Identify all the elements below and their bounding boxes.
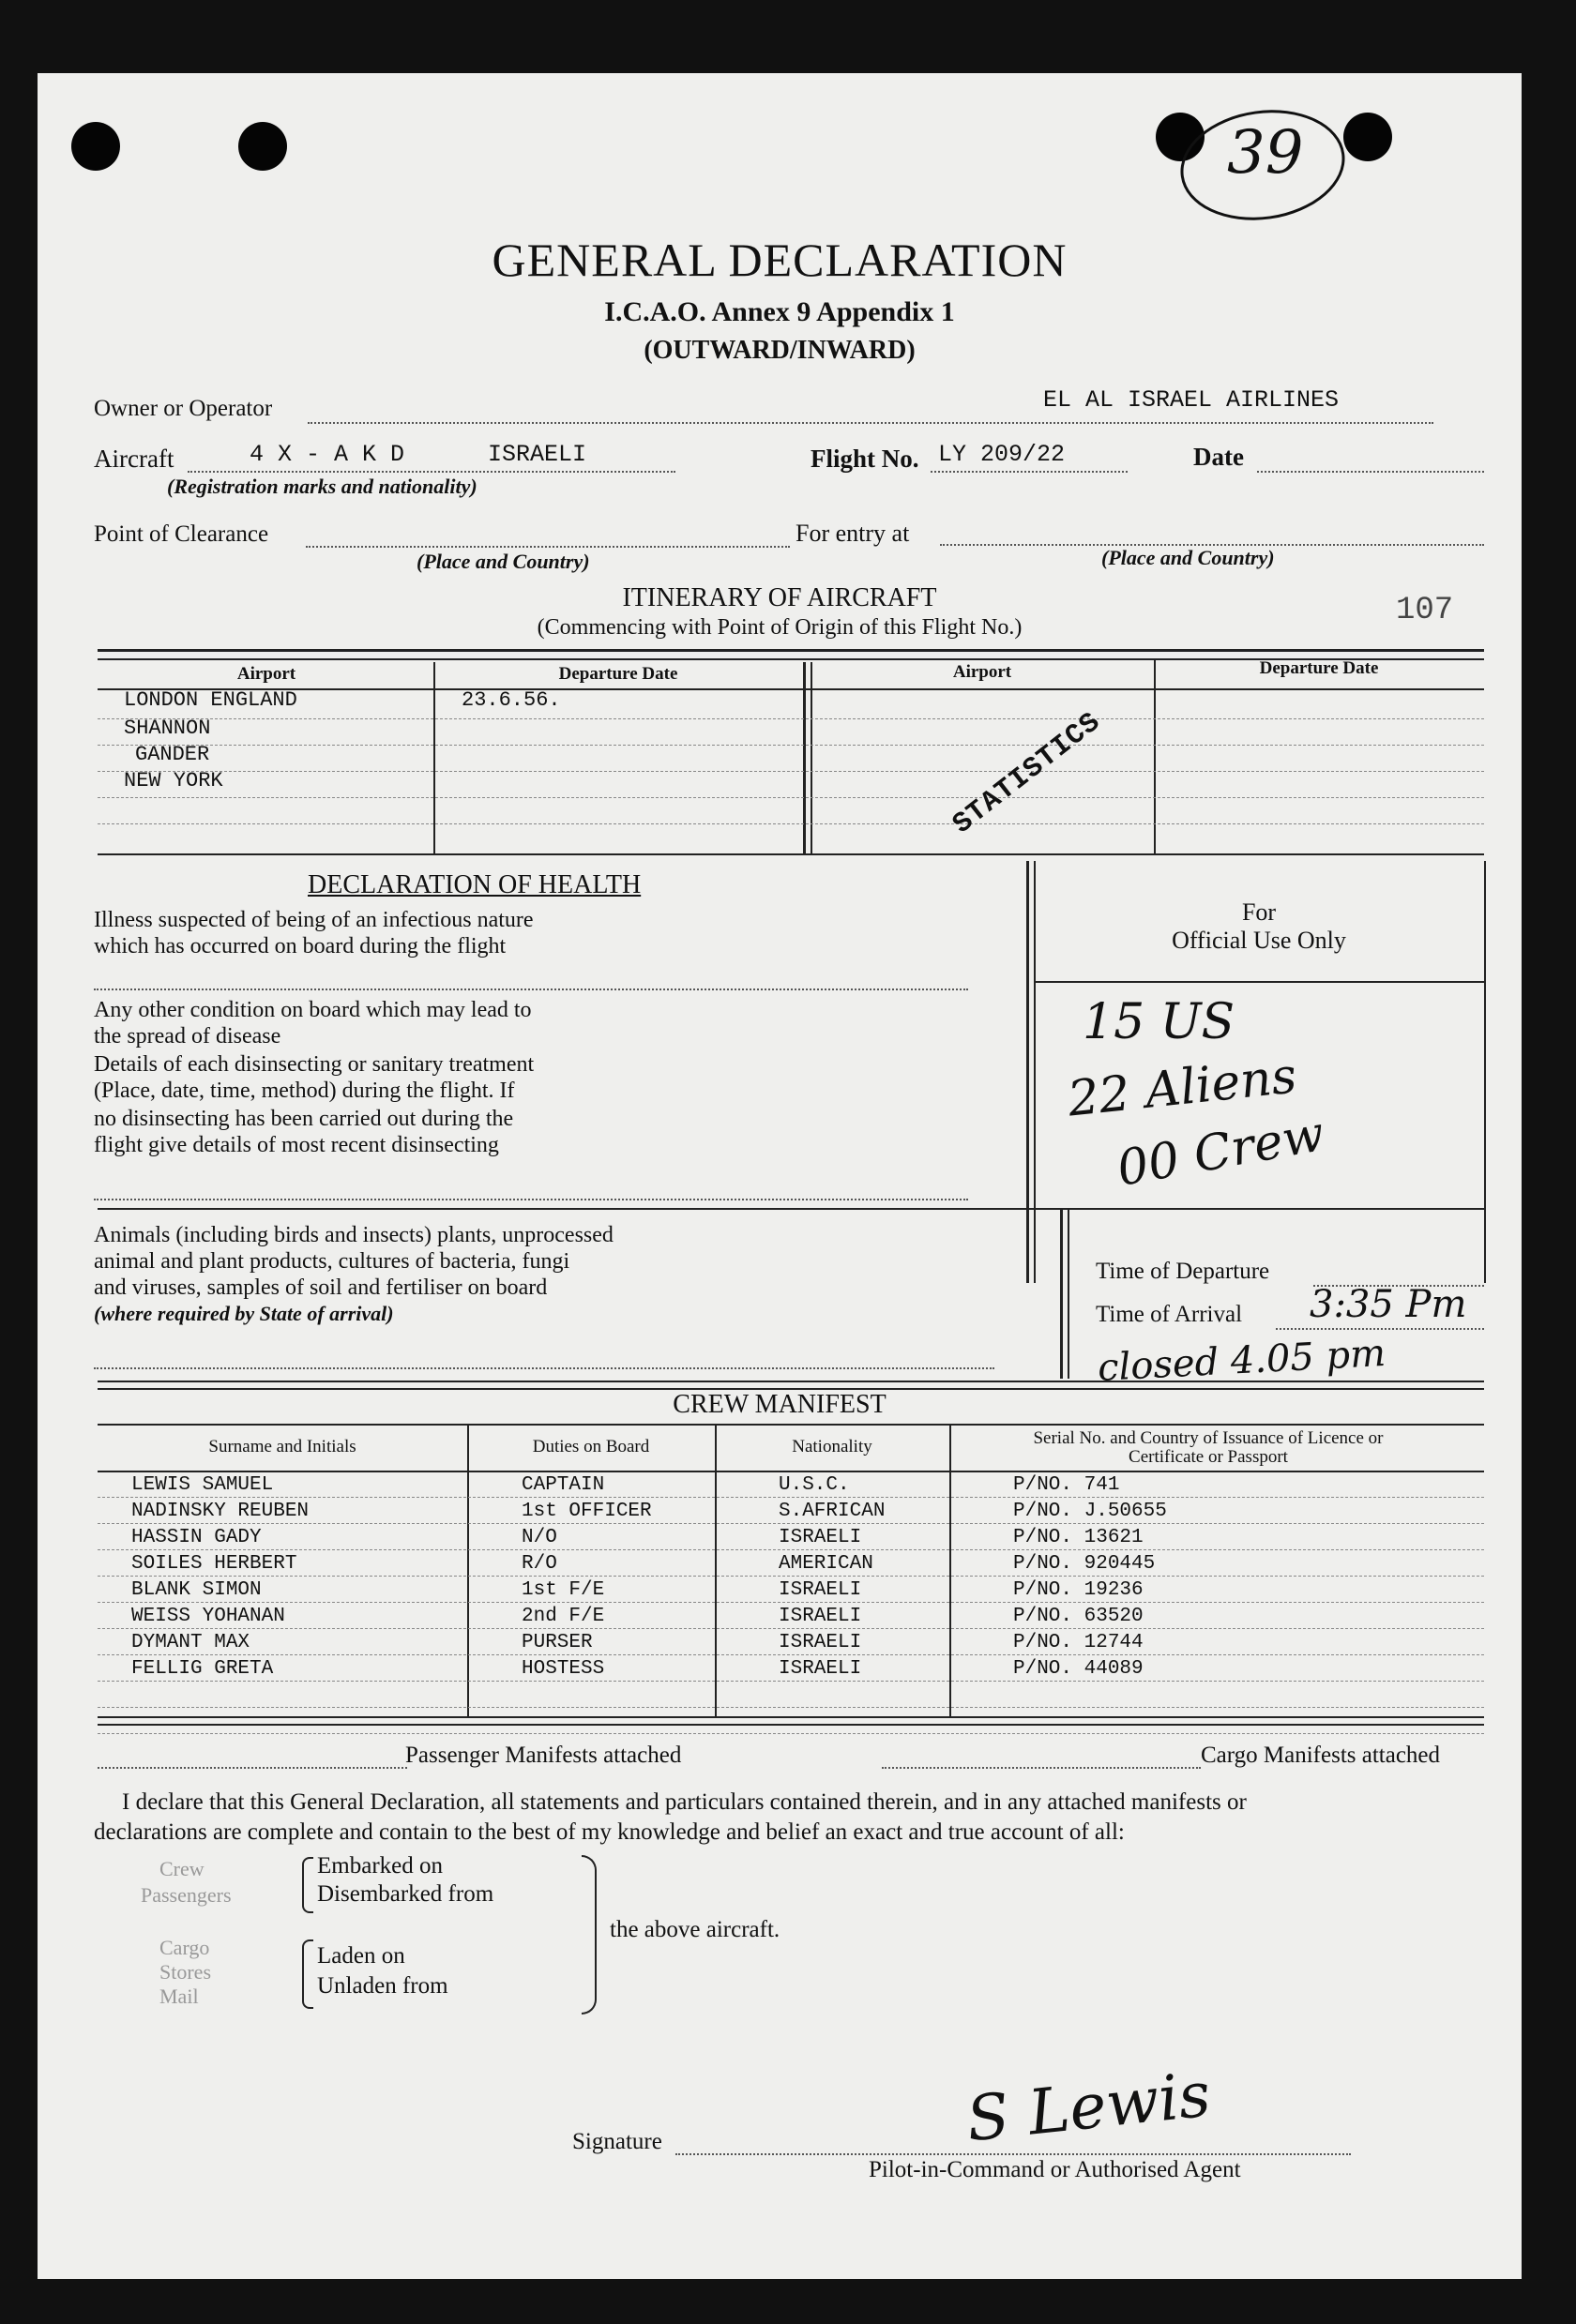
crew-row-line [98, 1576, 1484, 1577]
itinerary-airport-1: LONDON ENGLAND [124, 688, 297, 712]
crew-name: BLANK SIMON [131, 1579, 262, 1601]
time-departure-label: Time of Departure [1096, 1259, 1270, 1284]
crew-header-nationality: Nationality [792, 1437, 872, 1456]
crew-duty: 1st F/E [522, 1579, 605, 1601]
crew-duty: 2nd F/E [522, 1606, 605, 1627]
crew-row-line [98, 1628, 1484, 1629]
itinerary-departure-header-1: Departure Date [558, 664, 678, 684]
health-q3-line4: flight give details of most recent disinsecting [94, 1133, 499, 1157]
brace-embark [302, 1857, 313, 1913]
clearance-label: Point of Clearance [94, 521, 269, 547]
page-number: 39 [1227, 118, 1304, 188]
itinerary-departure-1: 23.6.56. [462, 688, 561, 712]
crew-duty: PURSER [522, 1632, 593, 1653]
itinerary-departure-header-2: Departure Date [1259, 658, 1379, 678]
crew-duty: R/O [522, 1553, 557, 1575]
aircraft-note: (Registration marks and nationality) [167, 475, 477, 498]
crew-header-name: Surname and Initials [208, 1437, 356, 1456]
signature: S Lewis [962, 2058, 1214, 2156]
crew-nationality: ISRAELI [779, 1632, 862, 1653]
decl-unladen: Unladen from [317, 1973, 448, 1999]
crew-header-serial: Serial No. and Country of Issuance of Licence or Certificate or Passport [1033, 1428, 1384, 1467]
health-q2-line2: the spread of disease [94, 1024, 281, 1049]
health-q2-line1: Any other condition on board which may lead to [94, 998, 532, 1022]
signature-label: Signature [572, 2129, 662, 2154]
crew-nationality: S.AFRICAN [779, 1501, 886, 1522]
crew-row-line [98, 1602, 1484, 1603]
official-note-crew: 00 Crew [1113, 1106, 1329, 1198]
itinerary-airport-3: GANDER [135, 743, 210, 766]
crew-serial: P/NO. 19236 [1013, 1579, 1144, 1601]
crew-duty: CAPTAIN [522, 1474, 605, 1496]
crew-name: DYMANT MAX [131, 1632, 250, 1653]
time-arrival-value: 3:35 Pm [1310, 1283, 1467, 1326]
health-q3-line3: no disinsecting has been carried out during the [94, 1107, 514, 1131]
crew-row-line [98, 1549, 1484, 1550]
health-q3-line2: (Place, date, time, method) during the flight. If [94, 1079, 515, 1103]
form-subtitle: I.C.A.O. Annex 9 Appendix 1 [604, 296, 955, 327]
date-label: Date [1193, 443, 1244, 471]
form-direction: (OUTWARD/INWARD) [644, 336, 916, 365]
punch-hole-left-2 [238, 122, 287, 171]
official-use-for: For [1241, 898, 1277, 926]
health-q1-line2: which has occurred on board during the flight [94, 934, 507, 958]
entry-place-note: (Place and Country) [1101, 546, 1275, 569]
time-arrival-label: Time of Arrival [1096, 1302, 1243, 1327]
crew-nationality: ISRAELI [779, 1579, 862, 1601]
health-title: DECLARATION OF HEALTH [308, 870, 642, 899]
official-use-title: Official Use Only [1172, 927, 1346, 954]
crew-duty: N/O [522, 1527, 557, 1548]
animals-line1: Animals (including birds and insects) plants, unprocessed [94, 1223, 614, 1247]
itinerary-airport-2: SHANNON [124, 717, 211, 740]
crew-nationality: AMERICAN [779, 1553, 873, 1575]
crew-serial: P/NO. 920445 [1013, 1553, 1156, 1575]
health-q3-line1: Details of each disinsecting or sanitary treatment [94, 1052, 535, 1077]
cargo-manifests: Cargo Manifests attached [1201, 1743, 1441, 1768]
crew-serial: P/NO. 44089 [1013, 1658, 1144, 1680]
brace-laden [302, 1939, 313, 2009]
crew-name: WEISS YOHANAN [131, 1606, 285, 1627]
crew-row-line [98, 1681, 1484, 1682]
crew-duty: 1st OFFICER [522, 1501, 652, 1522]
itinerary-airport-header-1: Airport [236, 664, 296, 684]
itinerary-number: 107 [1396, 593, 1454, 628]
crew-row-line [98, 1654, 1484, 1655]
crew-name: NADINSKY REUBEN [131, 1501, 310, 1522]
flight-number: LY 209/22 [938, 441, 1066, 468]
decl-embarked: Embarked on [317, 1853, 443, 1879]
declaration-line2: declarations are complete and contain to the best of my knowledge and belief an exact and true account of all: [94, 1819, 1125, 1845]
official-note-us: 15 US [1083, 994, 1235, 1050]
crew-serial: P/NO. 741 [1013, 1474, 1120, 1496]
crew-nationality: U.S.C. [779, 1474, 850, 1496]
itinerary-airport-4: NEW YORK [124, 769, 223, 792]
declaration-form [38, 73, 1522, 2279]
decl-above-aircraft: the above aircraft. [610, 1917, 780, 1942]
decl-crew: Crew [159, 1857, 205, 1880]
decl-mail: Mail [159, 1984, 199, 2008]
crew-title: CREW MANIFEST [673, 1390, 886, 1419]
itinerary-airport-header-2: Airport [952, 662, 1012, 682]
health-q1-line1: Illness suspected of being of an infectious nature [94, 908, 534, 932]
itinerary-title: ITINERARY OF AIRCRAFT [622, 583, 937, 612]
form-title: GENERAL DECLARATION [492, 234, 1068, 286]
crew-nationality: ISRAELI [779, 1658, 862, 1680]
punch-hole-right-2 [1343, 113, 1392, 161]
statistics-stamp: STATISTICS [947, 706, 1108, 841]
animals-line2: animal and plant products, cultures of bacteria, fungi [94, 1249, 570, 1274]
crew-duty: HOSTESS [522, 1658, 605, 1680]
aircraft-label: Aircraft [94, 445, 174, 473]
decl-disembarked: Disembarked from [317, 1881, 494, 1907]
declaration-line1: I declare that this General Declaration, all statements and particulars contained therein, and in any attached manifests or [122, 1789, 1247, 1815]
crew-row-line [98, 1707, 1484, 1708]
crew-name: SOILES HERBERT [131, 1553, 297, 1575]
passenger-manifests: Passenger Manifests attached [405, 1743, 682, 1768]
owner-label: Owner or Operator [94, 396, 273, 421]
animals-line4: (where required by State of arrival) [94, 1302, 394, 1325]
crew-name: FELLIG GRETA [131, 1658, 274, 1680]
crew-name: LEWIS SAMUEL [131, 1474, 274, 1496]
brace-right [582, 1855, 597, 2015]
crew-row-line [98, 1497, 1484, 1498]
animals-line3: and viruses, samples of soil and fertiliser on board [94, 1275, 548, 1300]
crew-serial: P/NO. 13621 [1013, 1527, 1144, 1548]
crew-header-duties: Duties on Board [532, 1437, 650, 1456]
decl-laden: Laden on [317, 1943, 405, 1969]
crew-nationality: ISRAELI [779, 1606, 862, 1627]
official-note-aliens: 22 Aliens [1065, 1048, 1299, 1128]
crew-serial: P/NO. 63520 [1013, 1606, 1144, 1627]
entry-label: For entry at [796, 520, 910, 547]
punch-hole-left-1 [71, 122, 120, 171]
crew-name: HASSIN GADY [131, 1527, 262, 1548]
itinerary-subtitle: (Commencing with Point of Origin of this Flight No.) [537, 615, 1023, 640]
decl-cargo: Cargo [159, 1936, 210, 1959]
decl-stores: Stores [159, 1960, 211, 1984]
aircraft-registration: 4 X - A K D [250, 441, 405, 468]
clearance-place-note: (Place and Country) [417, 550, 590, 573]
crew-serial: P/NO. 12744 [1013, 1632, 1144, 1653]
aircraft-nationality: ISRAELI [488, 441, 587, 468]
decl-passengers: Passengers [141, 1883, 232, 1907]
crew-row-line [98, 1523, 1484, 1524]
closed-time: closed 4.05 pm [1097, 1331, 1387, 1391]
owner-value: EL AL ISRAEL AIRLINES [1043, 386, 1340, 414]
crew-serial: P/NO. J.50655 [1013, 1501, 1167, 1522]
crew-row-line [98, 1733, 1484, 1734]
pilot-label: Pilot-in-Command or Authorised Agent [869, 2157, 1241, 2182]
flight-label: Flight No. [811, 445, 919, 473]
crew-nationality: ISRAELI [779, 1527, 862, 1548]
